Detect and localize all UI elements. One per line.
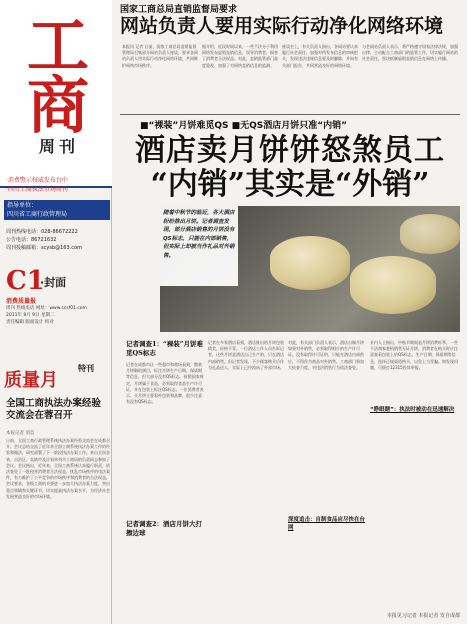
section-side-label: 特刊 (78, 364, 94, 373)
left-article-body: 日前，全国工商行政管理系统执法办案经验交流会在成都召开。会议总结交流了近年来全国工商系统执法办案工作的经验和做法，研究部署了下一阶段执法办案工作。来自全国各省、自治区、直辖市及计划单列市工商局的负责同志参加了会议。会议指出，近年来，全国工商系统认真履行职责，依法查处了一批侵害消费者合法权益、扰乱市场秩序的违法案件，有力维护了公平竞争的市场秩序和消费者的合法权益。会议要求，各级工商机关要进一步加大执法办案力度，突出重点领域和关键环节，切实提高执法办案水平，为经济社会发展营造良好的市场环境。 (6, 438, 110, 499)
sponsor-label: 指导单位： (7, 202, 38, 209)
left-article-byline: 本报记者 消息 (6, 431, 35, 436)
feature-column (126, 340, 204, 610)
mooncake-image (270, 236, 350, 290)
feature-column (288, 340, 366, 610)
issue-info (6, 298, 110, 326)
feature-subhead: 记者调查1：“裸装”月饼难觅QS标志 (126, 340, 204, 357)
issue-info-line: 2011年 8月 9日 星期二 (6, 313, 55, 318)
feature-column (370, 340, 458, 610)
issue-info-line: 责任编辑 版面设计 校对 (6, 320, 54, 325)
contact-line: 周刊投稿邮箱：scysb@163.com (6, 245, 82, 251)
masthead-subtitle: 周刊 (38, 137, 79, 156)
top-story-kicker: 国家工商总局直销监督局要求 (120, 5, 238, 15)
sponsor-name: 四川省工商行政管理局 (7, 211, 68, 218)
slogan-line: ·消费警示权威发布台中 (6, 177, 68, 184)
feature-column-text: 业内人士指出，中秋节期间是月饼消费旺季，一些不法商家趁机销售无证月饼，消费者在购买时应注意查看包装上的QS标志、生产日期、保质期等信息，选择正规渠道购买，以免上当受骗。如发现问题，可拨打12315投诉举报。 (370, 340, 458, 370)
issue-page-label: ·封面 (40, 276, 67, 289)
feature-title-line2: “内销”其实是“外销” (150, 167, 430, 202)
feature-kicker: ■“裸装”月饼难觅QS ■无QS酒店月饼只准“内销” (140, 121, 348, 131)
top-story-column: 与会网站负责人表示，将严格遵守国家法律法规，加强自律，主动配合工商部门的监管工作，切实履行网站的社会责任，坚决抵制虚假直销信息在网络上传播。 (362, 44, 458, 62)
footer-credit: 本报见习记者 本报记者 发自成都 (386, 613, 460, 619)
left-article-headline: 全国工商执法办案经验交流会在蓉召开 (6, 398, 102, 421)
photo-caption: 随着中秋节的临近，各大酒店纷纷推出月饼。记者调查发现，部分酒店销售的月饼没有QS标志，只能在内部销售，但实际上却被当作礼品对外销售。 (160, 206, 238, 286)
feature-column-text: 记者在多家酒店看到，酒店推出的月饼包装精美，价格不菲。一位酒店工作人员告诉记者，这些月饼是酒店自己生产的，只在酒店内部销售。但记者发现，不少顾客购买后作为礼品送人，实际上已经流向了外部市场。 (208, 340, 284, 370)
masthead-title: 工商 (26, 9, 89, 142)
contact-info (6, 228, 110, 252)
feature-title-line1: 酒店卖月饼饼怒煞员工 (135, 133, 445, 168)
feature-subhead: 深度追击：自制食品应尽快在台网 (288, 517, 366, 531)
feature-column-text: 对此，有关部门负责人表示，酒店自制月饼如果对外销售，必须取得相应的生产许可证。没有取得许可证的，只能在酒店内部供应，不得作为商品对外销售。工商部门将加大检查力度，对违法销售行为依法查处。 (288, 340, 364, 370)
issue-number: C1 (6, 266, 45, 296)
mooncake-image (350, 256, 436, 314)
top-story-column: 据介绍，近段时间以来，一些不法分子利用网络发布虚假直销信息，误导消费者，损害了消费者合法权益。对此，直销监管部门高度重视，加强了对网络直销信息的监测。 (202, 44, 278, 68)
feature-column-text: 记者在成都市区一些超市和商场看到，散装月饼琳琅满目，标注月饼生产日期、保质期等信息，但大部分没有QS标志。按照国家规定，月饼属于食品，必须取得食品生产许可证，并在包装上标注QS标志。一位消费者表示，买月饼主要看外包装和品牌，很少注意有没有QS标志。 (126, 362, 204, 405)
section-divider (120, 114, 460, 115)
section-title: 质量月 (4, 370, 58, 391)
slogan-line: ·四川工商执法市场周刊 (6, 186, 68, 193)
contact-line: 周刊热线电话：028-86672222 (6, 229, 78, 235)
top-story-headline: 网站负责人要用实际行动净化网络环境 (120, 15, 444, 37)
top-story-column: 座谈会上，有关负责人指出，各网站要认真履行社会责任，加强对所发布信息的审核把关，发现违法违规信息要及时删除，并向有关部门报告，共同营造良好的网络环境。 (282, 44, 358, 68)
sponsor-box (4, 200, 110, 220)
feature-subhead: “睁眼瞎”：执法时被动在迅速解决 (370, 407, 455, 413)
masthead-slogans (6, 176, 110, 194)
top-story-column: 本报讯 记者 日前，国家工商总局直销监督管理局召集部分网站负责人座谈，要求各网站负责人用实际行动净化网络环境，共同维护网络市场秩序。 (122, 44, 198, 68)
issue-info-line: 周刊 热线电话 网址：www.scsf01.com (6, 306, 87, 311)
issue-info-line: 消费质量报 (6, 298, 37, 305)
mooncake-image (400, 214, 460, 254)
feature-subhead: 记者调查2：酒店月饼大打擦边球 (126, 520, 203, 537)
contact-line: 公告电话：86721632 (6, 237, 57, 243)
